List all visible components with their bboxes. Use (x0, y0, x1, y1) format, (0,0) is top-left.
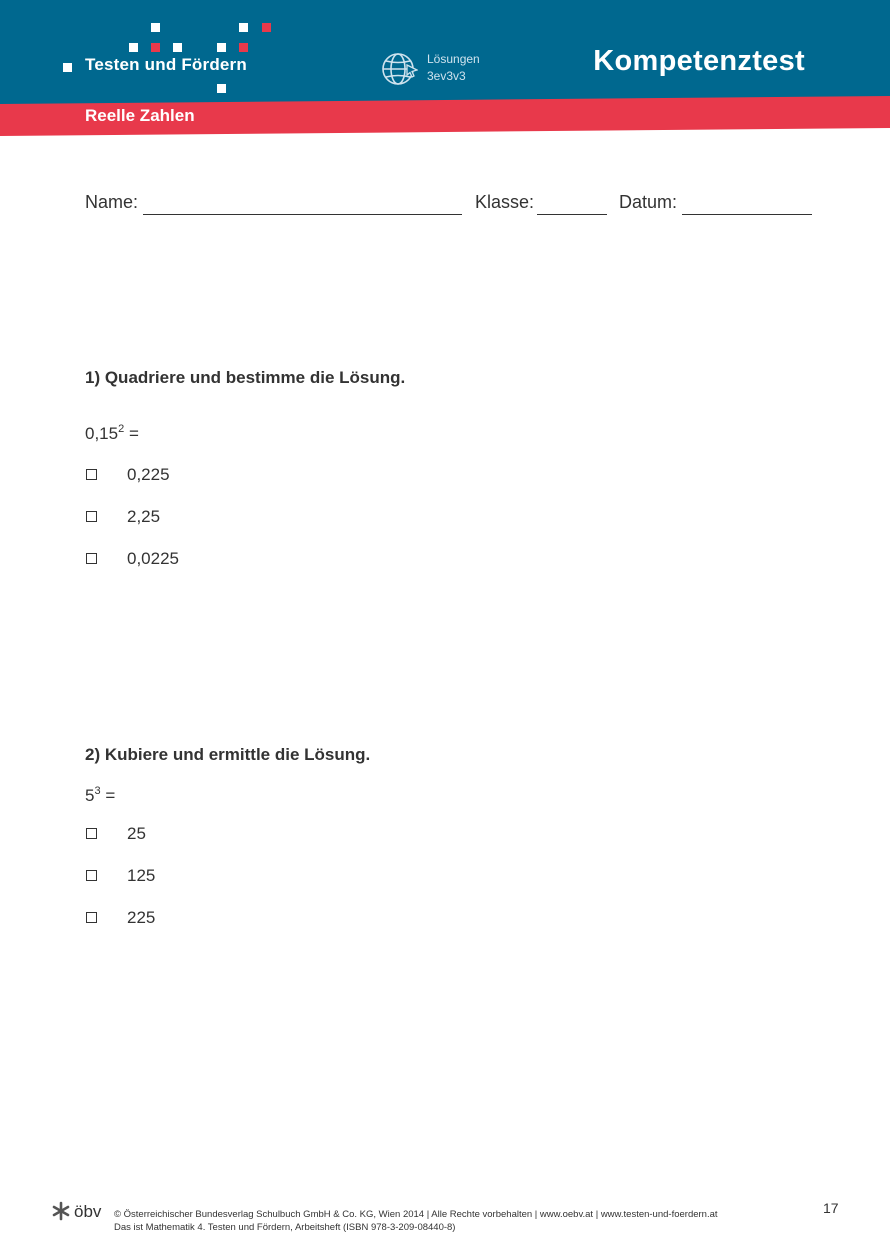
checkbox[interactable] (86, 469, 97, 480)
option-text: 225 (127, 908, 156, 927)
checkbox[interactable] (86, 912, 97, 923)
checkbox[interactable] (86, 553, 97, 564)
class-label: Klasse: (475, 192, 535, 212)
class-field[interactable] (537, 214, 607, 215)
question-1-expression (85, 423, 139, 444)
topic-label: Reelle Zahlen (85, 106, 195, 125)
publisher-logo: öbv (74, 1202, 102, 1221)
question-2-expression (85, 785, 115, 806)
loesungen-link[interactable] (427, 51, 480, 85)
checkbox[interactable] (86, 511, 97, 522)
date-label: Datum: (619, 192, 678, 212)
expression-equals: = (128, 424, 139, 443)
globe-cursor-icon (381, 51, 418, 88)
footer-line-2: Das ist Mathematik 4. Testen und Fördern, Arbeitsheft (ISBN 978-3-209-08440-8) (114, 1222, 456, 1233)
expression-base: 0,15 (85, 424, 119, 443)
option-text: 0,225 (127, 465, 170, 484)
option-text: 2,25 (127, 507, 161, 526)
question-1-title: 1) Quadriere und bestimme die Lösung. (85, 368, 406, 387)
name-field[interactable] (143, 214, 462, 215)
option-text: 25 (127, 824, 146, 843)
footer-copyright (114, 1208, 718, 1234)
option-text: 125 (127, 866, 156, 885)
expression-equals: = (105, 786, 116, 805)
question-2-title: 2) Kubiere und ermittle die Lösung. (85, 745, 371, 764)
publisher-logo-icon (51, 1201, 71, 1221)
loesungen-label: Lösungen (427, 52, 480, 66)
page-number: 17 (823, 1200, 839, 1216)
option-text: 0,0225 (127, 549, 179, 568)
checkbox[interactable] (86, 870, 97, 881)
date-field[interactable] (682, 214, 812, 215)
expression-exponent: 2 (118, 423, 125, 435)
page-title: Kompetenztest (593, 45, 805, 77)
footer-line-1: © Österreichischer Bundesverlag Schulbuch GmbH & Co. KG, Wien 2014 | Alle Rechte vorbehalten | www.oebv.at | www.testen-und-foerdern.at (114, 1209, 718, 1220)
checkbox[interactable] (86, 828, 97, 839)
name-label: Name: (85, 192, 139, 212)
loesungen-code: 3ev3v3 (427, 69, 466, 83)
brand-name: Testen und Fördern (85, 55, 247, 74)
expression-base: 5 (85, 786, 95, 805)
expression-exponent: 3 (94, 785, 101, 797)
